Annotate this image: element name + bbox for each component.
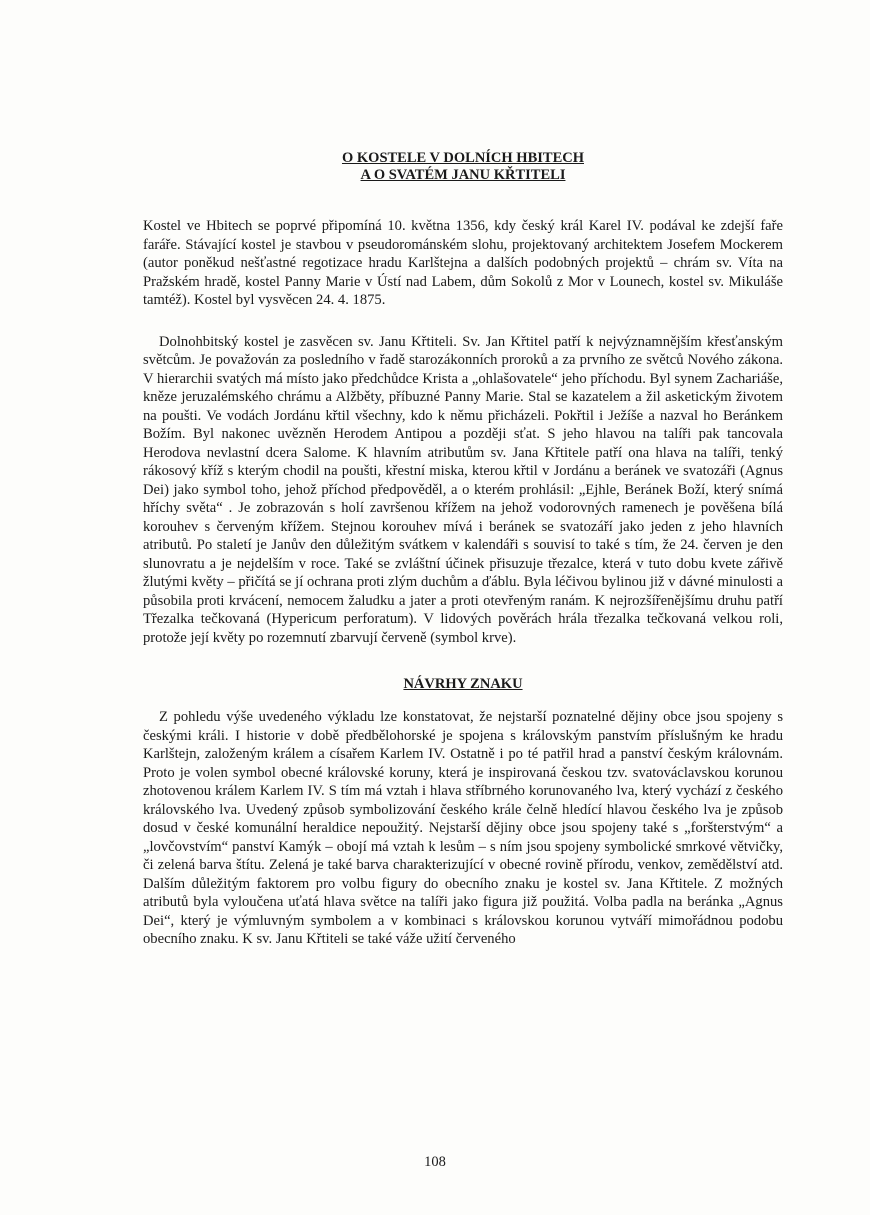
paragraph-coat-of-arms-proposal: Z pohledu výše uvedeného výkladu lze konstatovat, že nejstarší poznatelné dějiny obce jsou spojeny s českými králi. I historie v době předbělohorské je spojena s královským panstvím příslušným ke hradu Karlštejn, založeným králem a císařem Karlem IV. Ostatně i po té patřil hrad a panství českým královnám. Proto je volen symbol obecné královské koruny, která je inspirovaná českou tzv. svatováclavskou korunou zhotovenou králem Karlem IV. S tím má vztah i hlava stříbrného korunovaného lva, který vychází z českého královského lva. Uvedený způsob symbolizování českého krále čelně hledící hlavou českého lva je způsob dosud v české komunální heraldice nepoužitý. Nejstarší dějiny obce jsou spojeny také s „foršterstvým“ a „lovčovstvím“ panství Kamýk – obojí má vztah k lesům – s ním jsou spojeny symbolické smrkové větvičky, či zelená barva štítu. Zelená je také barva charakterizující v obecné rovině přírodu, venkov, zemědělství atd. Dalším důležitým faktorem pro volbu figury do obecního znaku je kostel sv. Jana Křtitele. Z možných atributů byla vyloučena uťatá hlava světce na talíři jako figura již použitá. Volba padla na beránka „Agnus Dei“, který je výmluvným symbolem a v kombinaci s královskou korunou vytváří mimořádnou podobu obecního znaku. K sv. Janu Křtiteli se také váže užití červeného	[143, 709, 783, 947]
title-line-2: A O SVATÉM JANU KŘTITELI	[360, 167, 566, 183]
title-line-1: O KOSTELE V DOLNÍCH HBITECH	[341, 150, 584, 166]
section-heading-coat-of-arms: NÁVRHY ZNAKU	[403, 676, 523, 692]
page-number: 108	[424, 1154, 446, 1170]
paragraph-church-history: Kostel ve Hbitech se poprvé připomíná 10. května 1356, kdy český král Karel IV. podával ke zdejší faře faráře. Stávající kostel je stavbou v pseudorománském slohu, projektovaný architektem Josefem Mockerem (autor poněkud nešťastné regotizace hradu Karlštejna a dalších podobných projektů – chrám sv. Víta na Pražském hradě, kostel Panny Marie v Ústí nad Labem, dům Sokolů z Mor v Lounech, kostel sv. Mikuláše tamtéž). Kostel byl vysvěcen 24. 4. 1875.	[143, 218, 783, 308]
document-content	[143, 150, 783, 949]
paragraph-saint-john: Dolnohbitský kostel je zasvěcen sv. Janu Křtiteli. Sv. Jan Křtitel patří k nejvýznamnějším křesťanským světcům. Je považován za posledního v řadě starozákonních proroků a za prvního ze světců Nového zákona. V hierarchii svatých má místo jako předchůdce Krista a „ohlašovatele“ jeho příchodu. Byl synem Zachariáše, kněze jeruzalémského chrámu a Alžběty, příbuzné Panny Marie. Stal se kazatelem a žil asketickým životem na poušti. Ve vodách Jordánu křtil všechny, kdo k němu přicházeli. Pokřtil i Ježíše a nazval ho Beránkem Božím. Byl nakonec uvězněn Herodem Antipou a později sťat. S jeho hlavou na talíři pak tancovala Herodova nevlastní dcera Salome. K hlavním atributům sv. Jana Křtitele patří ona hlava na talíři, tenký rákosový kříž s kterým chodil na poušti, křestní miska, kterou křtil v Jordánu a beránek ve svatozáři (Agnus Dei) jako symbol toho, jehož příchod předpověděl, a o kterém prohlásil: „Ejhle, Beránek Boží, který snímá hříchy světa“ . Je zobrazován s holí završenou křížem na jehož vodorovných ramenech je pověšena bílá korouhev s červeným křížem. Stejnou korouhev mívá i beránek se svatozáří jako jeden z jeho hlavních atributů. Po staletí je Janův den důležitým svátkem v kalendáři s souvisí to také s tím, že 24. červen je den slunovratu a je nejdelším v roce. Také se zvláštní účinek přisuzuje třezalce, která v tuto dobu kvete zářivě žlutými květy – přičítá se jí ochrana proti zlým duchům a ďáblu. Byla léčivou bylinou již v dávné minulosti a působila proti krvácení, nemocem žaludku a jater a proti otevřeným ranám. K nejrozšířenějšímu druhu patří Třezalka tečkovaná (Hypericum perforatum). V lidových pověrách hrála třezalka tečkovaná velkou roli, protože její květy po rozemnutí zbarvují červeně (symbol krve).	[143, 333, 783, 646]
document-title	[143, 150, 783, 184]
